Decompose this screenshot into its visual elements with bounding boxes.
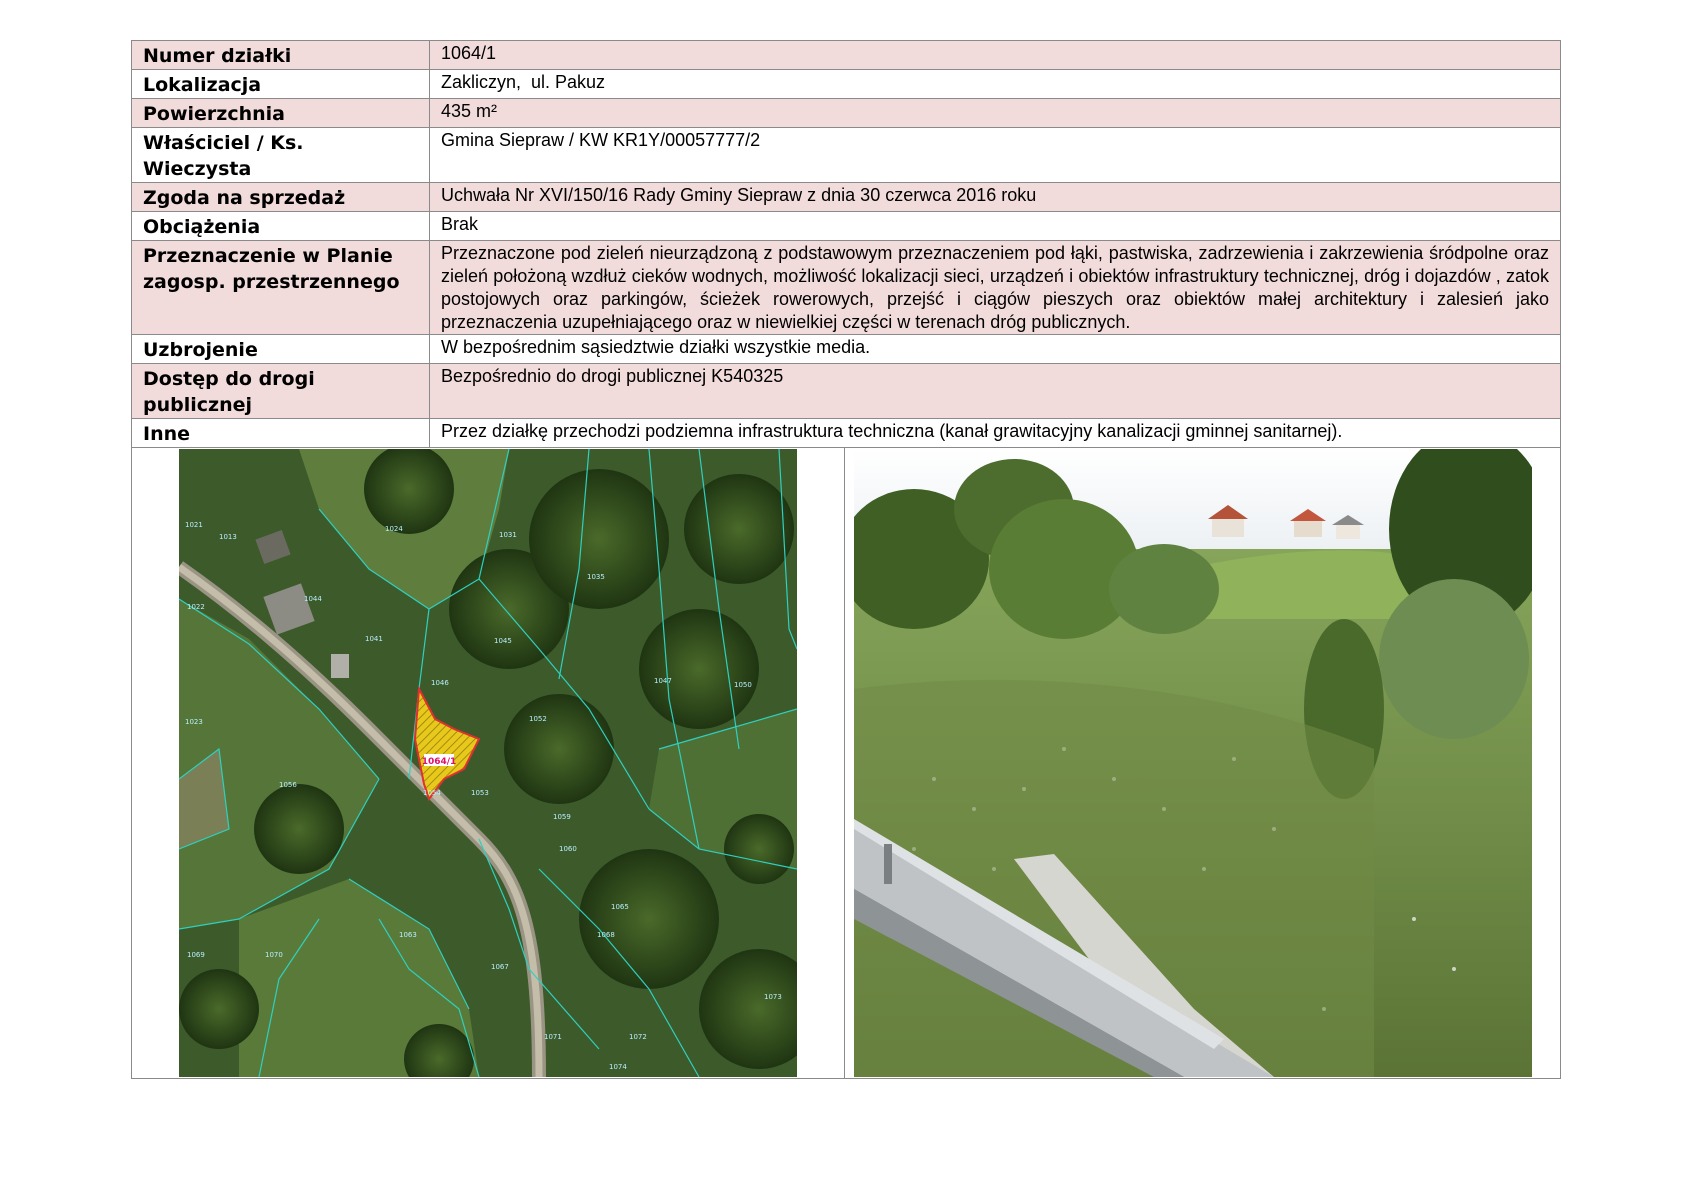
label-zoning-plan-line1: Przeznaczenie w Planie [143,245,393,267]
svg-text:1031: 1031 [499,531,517,539]
svg-text:1073: 1073 [764,993,782,1001]
row-encumbrances [132,212,1561,241]
parcel-label: 1064/1 [421,757,457,767]
label-zoning-plan-line2: zagosp. przestrzennego [143,271,400,293]
svg-text:1072: 1072 [629,1033,647,1041]
svg-text:1070: 1070 [265,951,283,959]
row-zoning-plan [132,241,1561,335]
label-zoning-plan [132,241,430,335]
svg-text:1045: 1045 [494,637,512,645]
label-location: Lokalizacja [132,70,430,99]
svg-text:1054: 1054 [423,789,441,797]
images-cell [132,448,1561,1079]
svg-text:1035: 1035 [587,573,605,581]
label-area: Powierzchnia [132,99,430,128]
value-encumbrances: Brak [430,212,1561,241]
label-other: Inne [132,419,430,448]
svg-text:1023: 1023 [185,718,203,726]
label-utilities: Uzbrojenie [132,335,430,364]
svg-text:1013: 1013 [219,533,237,541]
svg-text:1071: 1071 [544,1033,562,1041]
svg-text:1041: 1041 [365,635,383,643]
value-other: Przez działkę przechodzi podziemna infrastruktura techniczna (kanał grawitacyjny kanalizacji gminnej sanitarnej). [430,419,1561,448]
building [331,654,349,678]
label-owner: Właściciel / Ks. Wieczysta [132,128,430,183]
svg-text:1065: 1065 [611,903,629,911]
svg-text:1021: 1021 [185,521,203,529]
svg-text:1050: 1050 [734,681,752,689]
value-location: Zakliczyn, ul. Pakuz [430,70,1561,99]
orthophoto-map [179,449,797,1077]
label-sale-consent: Zgoda na sprzedaż [132,183,430,212]
value-utilities: W bezpośrednim sąsiedztwie działki wszystkie media. [430,335,1561,364]
label-encumbrances: Obciążenia [132,212,430,241]
value-parcel-number: 1064/1 [430,41,1561,70]
row-parcel-number [132,41,1561,70]
svg-text:1024: 1024 [385,525,403,533]
svg-text:1068: 1068 [597,931,615,939]
value-sale-consent: Uchwała Nr XVI/150/16 Rady Gminy Siepraw z dnia 30 czerwca 2016 roku [430,183,1561,212]
svg-text:1052: 1052 [529,715,547,723]
value-road-access: Bezpośrednio do drogi publicznej K540325 [430,364,1561,419]
svg-text:1046: 1046 [431,679,449,687]
svg-text:1060: 1060 [559,845,577,853]
row-utilities [132,335,1561,364]
svg-text:1056: 1056 [279,781,297,789]
row-location [132,70,1561,99]
label-road-access: Dostęp do drogi publicznej [132,364,430,419]
row-area [132,99,1561,128]
svg-text:1053: 1053 [471,789,489,797]
svg-text:1044: 1044 [304,595,322,603]
svg-text:1022: 1022 [187,603,205,611]
images-divider [844,448,845,1078]
svg-text:1074: 1074 [609,1063,627,1071]
svg-text:1069: 1069 [187,951,205,959]
row-other [132,419,1561,448]
street-view-photo [854,449,1532,1077]
parcel-info-table [131,40,1561,1079]
value-owner: Gmina Siepraw / KW KR1Y/00057777/2 [430,128,1561,183]
row-sale-consent [132,183,1561,212]
row-images [132,448,1561,1079]
svg-text:1067: 1067 [491,963,509,971]
svg-text:1059: 1059 [553,813,571,821]
svg-text:1063: 1063 [399,931,417,939]
row-road-access [132,364,1561,419]
row-owner [132,128,1561,183]
value-area: 435 m² [430,99,1561,128]
svg-text:1047: 1047 [654,677,672,685]
label-parcel-number: Numer działki [132,41,430,70]
value-zoning-plan: Przeznaczone pod zieleń nieurządzoną z podstawowym przeznaczeniem pod łąki, pastwiska, zadrzewienia i zakrzewienia śródpolne oraz zieleń położoną wzdłuż cieków wodnych, możliwość lokalizacji sieci, urządzeń i obiektów infrastruktury technicznej, dróg i dojazdów , zatok postojowych oraz parkingów, ścieżek rowerowych, przejść i ciągów pieszych oraz obiektów małej architektury i zalesień jako przeznaczenia uzupełniającego oraz w niewielkiej części w terenach dróg publicznych. [430,241,1561,335]
